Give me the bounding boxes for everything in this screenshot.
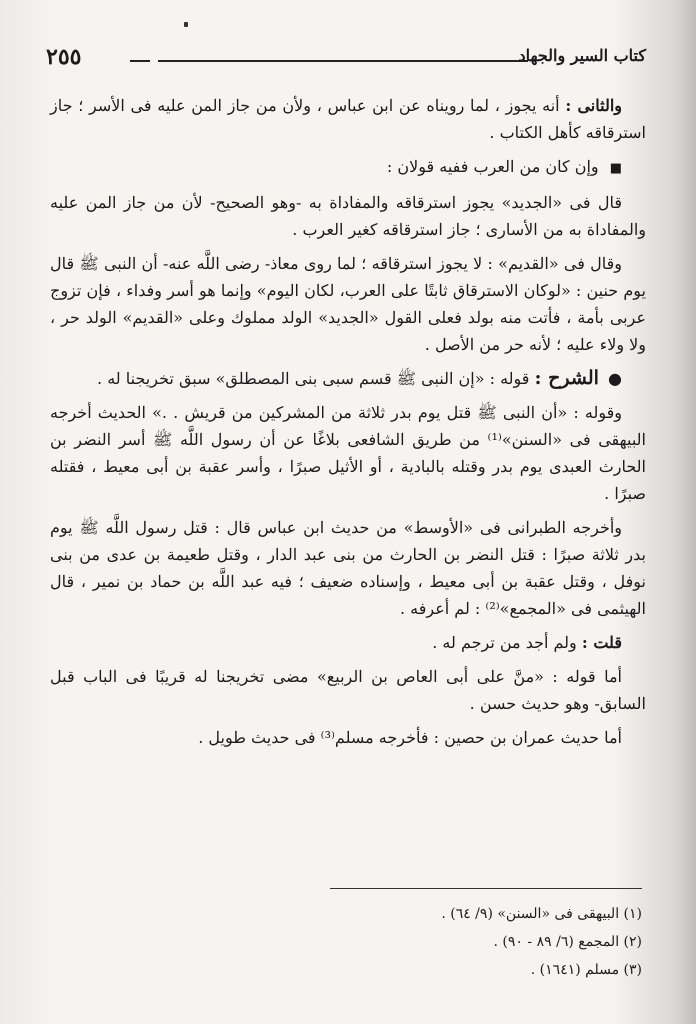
square-bullet-icon: ■ (609, 161, 622, 176)
paragraph-text: قوله : «إن النبى ﷺ قسم سبى بنى المصطلق» سبق تخريجنا له . (97, 369, 530, 388)
paragraph-text: ولم أجد من ترجم له . (432, 633, 577, 652)
header-rule (158, 60, 528, 62)
paragraph-new-opinion (50, 189, 646, 243)
paragraph-text: وإن كان من العرب ففيه قولان : (386, 157, 599, 176)
footnote-2: (٢) المجمع (٦/ ٨٩ - ٩٠) . (493, 934, 642, 950)
page-number: ٢٥٥ (46, 44, 82, 70)
round-bullet-icon: ● (608, 369, 622, 388)
paragraph-old-opinion (50, 250, 646, 358)
paragraph-text: وأخرجه الطبرانى فى «الأوسط» من حديث ابن عباس قال : قتل رسول اللَّه ﷺ يوم بدر ثلاثة صبرًا : قتل النضر بن الحارث من بنى عبد الدار ، وقتل طعيمة بن عدى من بنى نوفل ، وقتل عقبة بن أبى معيط ، وإسناده ضعيف ؛ فيه عبد اللَّه بن حماد بن نمير ، قال الهيثمى فى «المجمع»⁽²⁾ : لم أعرفه . (50, 518, 646, 618)
paragraph-tabarani (50, 514, 646, 622)
paragraph-text: وقال فى «القديم» : لا يجوز استرقاقه ؛ لما روى معاذ- رضى اللَّه عنه- أن النبى ﷺ قال يوم حنين : «لوكان الاسترقاق ثابتًا على العرب، لكان اليوم» وإنما هو أسر وفداء ، فإن تزوج عربى بأمة ، فأتت منه بولد فعلى القول «الجديد» الولد مملوك وعلى «القديم» الولد حر ، ولا ولاء عليه ؛ لأنه حر من الأصل . (50, 254, 646, 354)
header-dash (130, 60, 150, 62)
main-text (50, 92, 646, 758)
paragraph-text: أما حديث عمران بن حصين : فأخرجه مسلم⁽³⁾ فى حديث طويل . (198, 728, 622, 747)
paragraph-abul-aas (50, 663, 646, 717)
paragraph-text: قال فى «الجديد» يجوز استرقاقه والمفاداة به -وهو الصحيح- لأن من جاز المن عليه والمفاداة به من الأسارى ؛ جاز استرقاقه كغير العرب . (50, 193, 646, 239)
paragraph-arabs (50, 153, 646, 182)
page-header (46, 44, 646, 72)
paragraph-commentary (50, 365, 646, 392)
paragraph-text: أنه يجوز ، لما رويناه عن ابن عباس ، ولأن من جاز المن عليه فى الأسر ؛ جاز استرقاقه كأهل الكتاب . (50, 96, 646, 142)
footnote-1: (١) البيهقى فى «السنن» (٩/ ٦٤) . (441, 906, 642, 922)
footnotes (50, 900, 642, 984)
paragraph-imran (50, 724, 646, 751)
paragraph-author-note (50, 629, 646, 656)
paragraph-badr-hadith (50, 399, 646, 507)
paragraph-text: وقوله : «أن النبى ﷺ قتل يوم بدر ثلاثة من المشركين من قريش . .» الحديث أخرجه البيهقى فى «السنن»⁽¹⁾ من طريق الشافعى بلاغًا عن أن رسول اللَّه ﷺ أسر النضر بن الحارث العبدى يوم بدر وقتله بالبادية ، أو الأثيل صبرًا ، وأسر عقبة بن أبى معيط ، فقتله صبرًا . (50, 403, 646, 503)
ink-speck (184, 22, 188, 27)
footnote-3: (٣) مسلم (١٦٤١) . (530, 962, 642, 978)
paragraph-lead: والثانى : (565, 96, 623, 115)
paragraph-lead: قلت : (581, 633, 622, 652)
running-title: كتاب السير والجهاد (518, 46, 646, 65)
paragraph-text: أما قوله : «منَّ على أبى العاص بن الربيع» مضى تخريجنا له قريبًا فى الباب قبل السابق- وهو حديث حسن . (50, 667, 646, 713)
paragraph-second-opinion (50, 92, 646, 146)
paragraph-lead: الشرح : (534, 367, 599, 389)
footnote-rule (330, 888, 642, 889)
